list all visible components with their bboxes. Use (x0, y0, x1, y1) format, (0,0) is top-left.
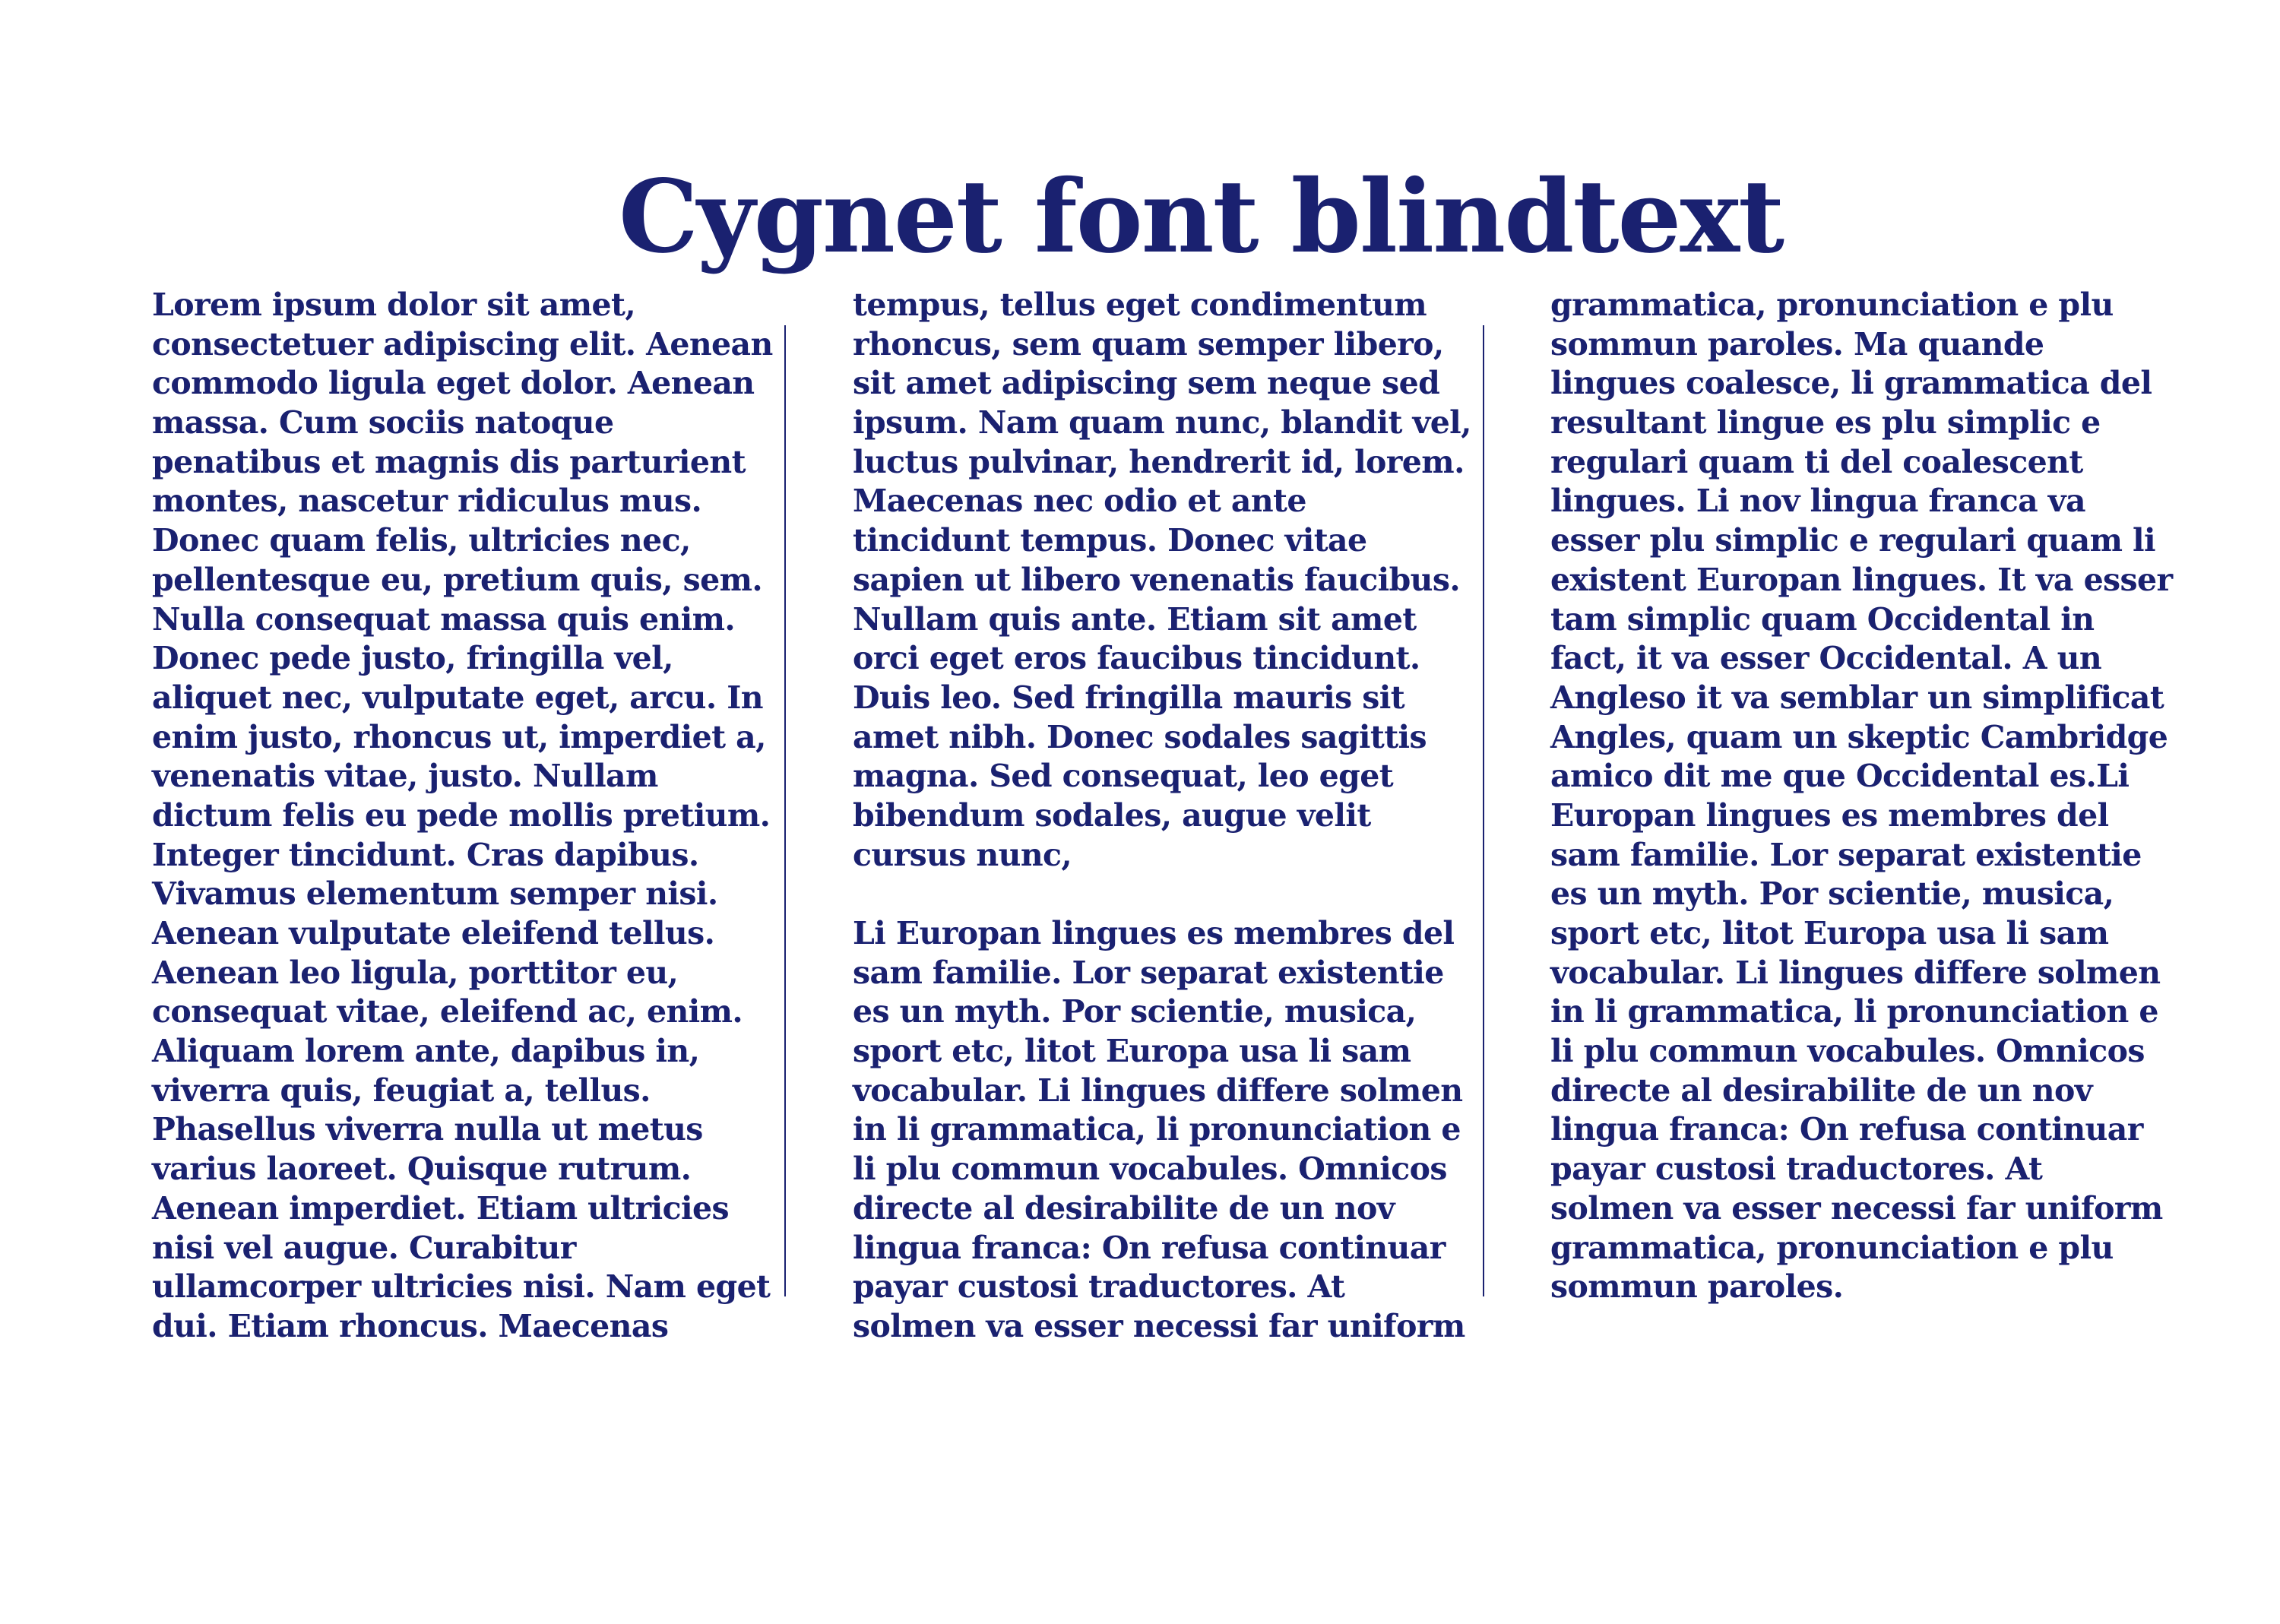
text-column-1 (152, 286, 773, 1347)
text-line: penatibus et magnis dis parturient (152, 443, 746, 480)
text-line: in li grammatica, li pronunciation e (853, 1111, 1461, 1148)
text-line: lingua franca: On refusa continuar (853, 1229, 1446, 1266)
text-line: Aenean imperdiet. Etiam ultricies (152, 1189, 729, 1227)
text-line: varius laoreet. Quisque rutrum. (152, 1151, 692, 1188)
text-line: bibendum sodales, augue velit (853, 796, 1371, 834)
text-line: dictum felis eu pede mollis pretium. (152, 796, 771, 834)
text-line: Donec pede justo, fringilla vel, (152, 640, 673, 677)
column-divider-1 (784, 325, 786, 1296)
text-line: magna. Sed consequat, leo eget (853, 758, 1394, 795)
text-line: tincidunt tempus. Donec vitae (853, 522, 1367, 559)
text-line: consequat vitae, eleifend ac, enim. (152, 993, 743, 1030)
text-line: payar custosi traductores. At (853, 1268, 1345, 1306)
text-line: Angles, quam un skeptic Cambridge (1550, 718, 2168, 755)
text-line: aliquet nec, vulputate eget, arcu. In (152, 679, 763, 716)
text-line: tempus, tellus eget condimentum (853, 286, 1427, 323)
text-line: Europan lingues es membres del (1550, 796, 2109, 834)
text-line: Aenean vulputate eleifend tellus. (152, 915, 715, 951)
text-line: tam simplic quam Occidental in (1550, 600, 2095, 638)
text-line: resultant lingue es plu simplic e (1550, 404, 2101, 442)
page-title: Cygnet font blindtext (618, 158, 1784, 277)
text-line: dui. Etiam rhoncus. Maecenas (152, 1307, 669, 1344)
text-line: rhoncus, sem quam semper libero, (853, 325, 1444, 362)
text-line: Li Europan lingues es membres del (853, 915, 1455, 951)
text-line: Integer tincidunt. Cras dapibus. (152, 836, 699, 873)
text-line: Phasellus viverra nulla ut metus (152, 1111, 703, 1148)
text-line: sam familie. Lor separat existentie (1550, 836, 2142, 873)
text-line: li plu commun vocabules. Omnicos (853, 1151, 1447, 1188)
text-line: esser plu simplic e regulari quam li (1550, 522, 2155, 559)
text-line: payar custosi traductores. At (1550, 1151, 2043, 1188)
text-line: orci eget eros faucibus tincidunt. (853, 640, 1420, 677)
text-line: montes, nascetur ridiculus mus. (152, 483, 702, 520)
text-line: es un myth. Por scientie, musica, (853, 993, 1417, 1030)
text-line: commodo ligula eget dolor. Aenean (152, 365, 755, 402)
text-line: es un myth. Por scientie, musica, (1550, 875, 2114, 913)
text-line: fact, it va esser Occidental. A un (1550, 640, 2102, 677)
text-line: existent Europan lingues. It va esser (1550, 561, 2173, 598)
text-line: enim justo, rhoncus ut, imperdiet a, (152, 718, 766, 755)
text-line: pellentesque eu, pretium quis, sem. (152, 561, 763, 598)
text-line: in li grammatica, li pronunciation e (1550, 993, 2158, 1030)
text-line: lingua franca: On refusa continuar (1550, 1111, 2143, 1148)
text-column-2 (853, 286, 1471, 1347)
text-line: Maecenas nec odio et ante (853, 483, 1306, 520)
text-line: sport etc, litot Europa usa li sam (853, 1033, 1411, 1070)
text-line: Angleso it va semblar un simplificat (1550, 679, 2164, 716)
text-line: directe al desirabilite de un nov (1550, 1072, 2092, 1109)
text-line: regulari quam ti del coalescent (1550, 443, 2083, 480)
text-line: ipsum. Nam quam nunc, blandit vel, (853, 404, 1471, 442)
text-line: solmen va esser necessi far uniform (1550, 1189, 2163, 1227)
text-line: venenatis vitae, justo. Nullam (152, 758, 658, 795)
text-line: sport etc, litot Europa usa li sam (1550, 915, 2109, 951)
text-line: luctus pulvinar, hendrerit id, lorem. (853, 443, 1465, 480)
text-line: Donec quam felis, ultricies nec, (152, 522, 691, 559)
text-line: amet nibh. Donec sodales sagittis (853, 718, 1427, 755)
text-line: Nulla consequat massa quis enim. (152, 600, 736, 638)
text-line: sommun paroles. Ma quande (1550, 325, 2044, 362)
text-line: Nullam quis ante. Etiam sit amet (853, 600, 1417, 638)
text-line: consectetuer adipiscing elit. Aenean (152, 325, 773, 362)
paragraph-gap (853, 875, 1471, 914)
text-line: viverra quis, feugiat a, tellus. (152, 1072, 651, 1109)
text-line: grammatica, pronunciation e plu (1550, 286, 2114, 323)
text-line: Aenean leo ligula, porttitor eu, (152, 954, 679, 991)
text-line: sommun paroles. (1550, 1268, 1844, 1306)
text-line: lingues. Li nov lingua franca va (1550, 483, 2085, 520)
text-column-3 (1550, 286, 2173, 1307)
text-line: grammatica, pronunciation e plu (1550, 1229, 2114, 1266)
text-line: li plu commun vocabules. Omnicos (1550, 1033, 2145, 1070)
text-line: amico dit me que Occidental es.Li (1550, 758, 2130, 795)
text-line: Duis leo. Sed fringilla mauris sit (853, 679, 1405, 716)
text-line: Aliquam lorem ante, dapibus in, (152, 1033, 700, 1070)
text-line: sam familie. Lor separat existentie (853, 954, 1444, 991)
text-line: Vivamus elementum semper nisi. (152, 875, 718, 913)
text-line: sapien ut libero venenatis faucibus. (853, 561, 1461, 598)
text-line: massa. Cum sociis natoque (152, 404, 614, 442)
text-line: Lorem ipsum dolor sit amet, (152, 286, 636, 323)
text-line: lingues coalesce, li grammatica del (1550, 365, 2152, 402)
text-line: sit amet adipiscing sem neque sed (853, 365, 1440, 402)
text-line: solmen va esser necessi far uniform (853, 1307, 1465, 1344)
text-line: directe al desirabilite de un nov (853, 1189, 1395, 1227)
text-line: cursus nunc, (853, 836, 1072, 873)
text-line: vocabular. Li lingues differe solmen (853, 1072, 1463, 1109)
text-line: ullamcorper ultricies nisi. Nam eget (152, 1268, 771, 1306)
text-line: vocabular. Li lingues differe solmen (1550, 954, 2161, 991)
text-line: nisi vel augue. Curabitur (152, 1229, 576, 1266)
column-divider-2 (1483, 325, 1484, 1296)
